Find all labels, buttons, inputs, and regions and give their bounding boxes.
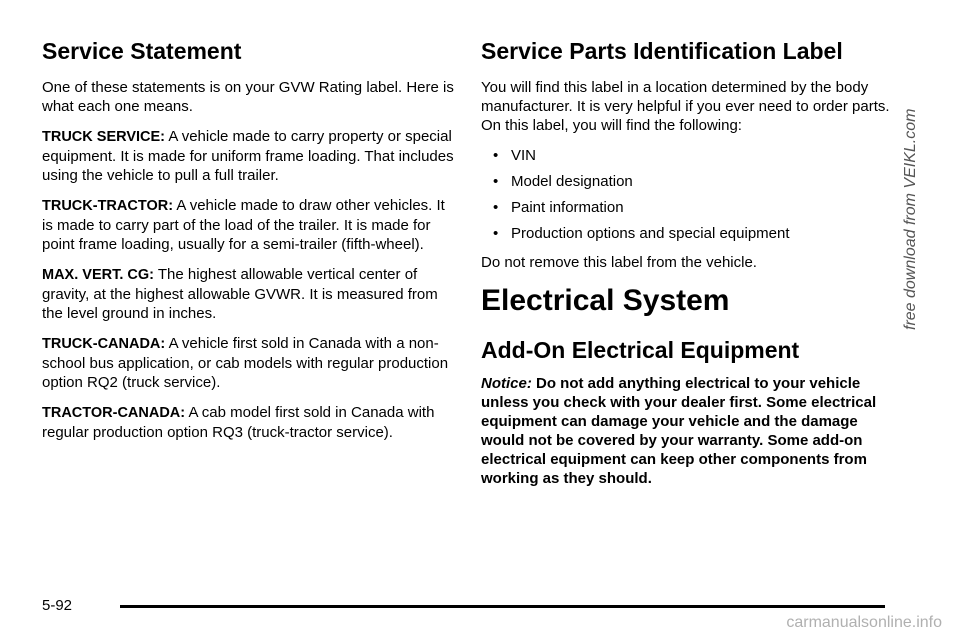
entry-text: A cab model first sold in Canada with regular production option RQ3 (truck-tractor service).: [42, 403, 435, 441]
bullet-icon: •: [493, 172, 499, 190]
entry-term: TRUCK-CANADA:: [42, 335, 166, 352]
list-item: • Model designation: [493, 172, 633, 190]
entry-text: A vehicle made to carry property or special equipment. It is made for uniform frame loading. That includes using the vehicle to pull a full trailer.: [42, 127, 454, 184]
entry-tractor-canada: [42, 403, 454, 442]
entry-text: A vehicle first sold in Canada with a non-school bus application, or cab models with regular production option RQ2 (truck service).: [42, 334, 449, 391]
notice-text: Do not add anything electrical to your vehicle unless you check with your dealer first. Some electrical equipment can damage your vehicle and the damage would not be covered by your warranty. Some add-on electrical equipment can keep other components from working as they should.: [481, 375, 877, 488]
entry-text: A vehicle made to draw other vehicles. It is made to carry part of the load of the trailer. It is made for point frame loading, usually for a semi-trailer (fifth-wheel).: [42, 196, 445, 253]
right-column: [481, 38, 899, 499]
service-parts-heading: Service Parts Identification Label: [481, 38, 843, 64]
bullet-icon: •: [493, 224, 499, 242]
bullet-icon: •: [493, 146, 499, 164]
bullet-icon: •: [493, 198, 499, 216]
entry-truck-tractor: [42, 196, 454, 254]
entry-term: TRACTOR-CANADA:: [42, 404, 186, 421]
page-number: 5-92: [42, 597, 73, 614]
notice-paragraph: [481, 374, 899, 488]
list-item: • Production options and special equipment: [493, 224, 790, 242]
bottom-watermark: carmanualsonline.info: [786, 614, 942, 631]
entry-term: TRUCK-TRACTOR:: [42, 197, 174, 214]
add-on-electrical-heading: Add-On Electrical Equipment: [481, 336, 800, 363]
entry-truck-canada: [42, 334, 454, 392]
electrical-system-heading: Electrical System: [481, 283, 730, 317]
service-parts-intro: You will find this label in a location determined by the body manufacturer. It is very helpful if you ever need to order parts. On this label, you will find the following:: [481, 78, 890, 134]
entry-term: MAX. VERT. CG:: [42, 266, 154, 283]
service-statement-heading: Service Statement: [42, 38, 242, 64]
entry-term: TRUCK SERVICE:: [42, 128, 165, 145]
list-item: • VIN: [493, 146, 537, 164]
service-statement-intro: One of these statements is on your GVW Rating label. Here is what each one means.: [42, 78, 454, 115]
side-watermark: free download from VEIKL.com: [902, 108, 919, 330]
parts-label-closing: Do not remove this label from the vehicle.: [481, 253, 757, 271]
list-item: • Paint information: [493, 198, 624, 216]
left-column: [42, 38, 454, 453]
notice-label: Notice:: [481, 375, 532, 393]
parts-label-list: [481, 146, 899, 243]
entry-truck-service: [42, 127, 454, 185]
entry-text: The highest allowable vertical center of gravity, at the highest allowable GVWR. It is measured from the level ground in inches.: [42, 265, 438, 322]
footer-rule: [120, 605, 885, 608]
entry-max-vert-cg: [42, 265, 454, 323]
